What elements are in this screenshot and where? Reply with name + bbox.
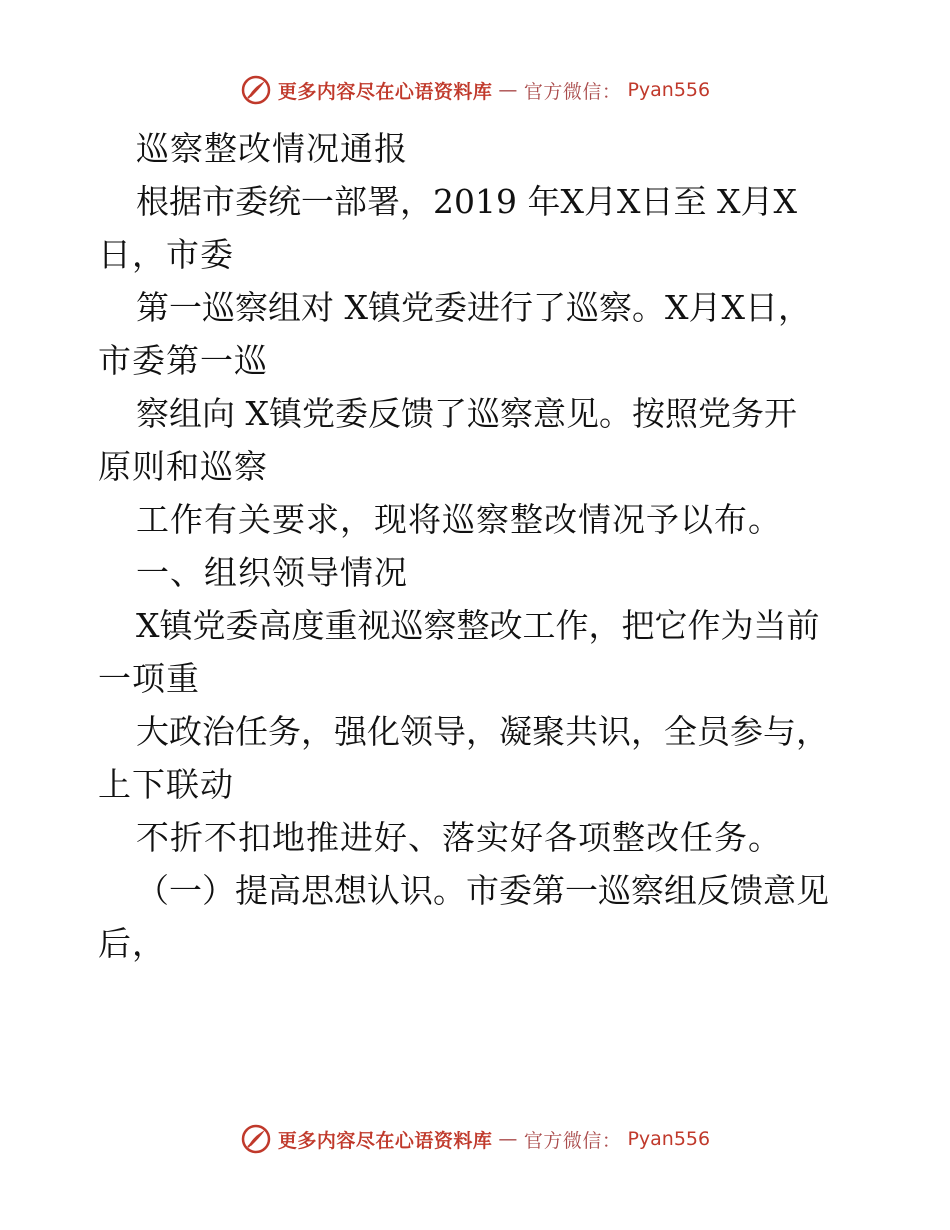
banner-wechat-label: 官方微信： [523, 80, 622, 103]
paragraph-line: 原则和巡察 [98, 447, 268, 486]
paragraph-line: 根据市委统一部署，2019 年X月X日至 X月X [136, 182, 797, 221]
quill-seal-icon [240, 74, 272, 106]
banner-main-text: 更多内容尽在心语资料库 [277, 1129, 493, 1152]
banner-dash: — [498, 1128, 518, 1150]
header-watermark-banner [0, 70, 950, 110]
banner-wechat-id: Pyan556 [627, 79, 711, 101]
document-title: 巡察整改情况通报 [136, 129, 408, 168]
paragraph-line: 不折不扣地推进好、落实好各项整改任务。 [136, 818, 782, 857]
paragraph-line: 上下联动 [98, 765, 234, 804]
banner-main-text: 更多内容尽在心语资料库 [277, 80, 493, 103]
banner-wechat-id: Pyan556 [627, 1128, 711, 1150]
banner-dash: — [498, 79, 518, 101]
banner-wechat-label: 官方微信： [523, 1129, 622, 1152]
paragraph-line: 察组向 X镇党委反馈了巡察意见。按照党务开 [136, 394, 797, 433]
subsection-heading: （一）提高思想认识。市委第一巡察组反馈意见 [136, 871, 829, 910]
paragraph-line: X镇党委高度重视巡察整改工作，把它作为当前 [136, 606, 820, 645]
paragraph-line: 后， [98, 924, 166, 963]
paragraph-line: 市委第一巡 [98, 341, 268, 380]
paragraph-line: 工作有关要求，现将巡察整改情况予以布。 [136, 500, 782, 539]
paragraph-line: 第一巡察组对 X镇党委进行了巡察。X月X日， [136, 288, 811, 327]
quill-seal-icon [240, 1123, 272, 1155]
paragraph-line: 日，市委 [98, 235, 234, 274]
document-body [98, 122, 888, 970]
paragraph-line: 大政治任务，强化领导，凝聚共识，全员参与， [136, 712, 829, 751]
footer-watermark-banner [0, 1119, 950, 1159]
paragraph-line: 一项重 [98, 659, 200, 698]
section-heading: 一、组织领导情况 [136, 553, 408, 592]
